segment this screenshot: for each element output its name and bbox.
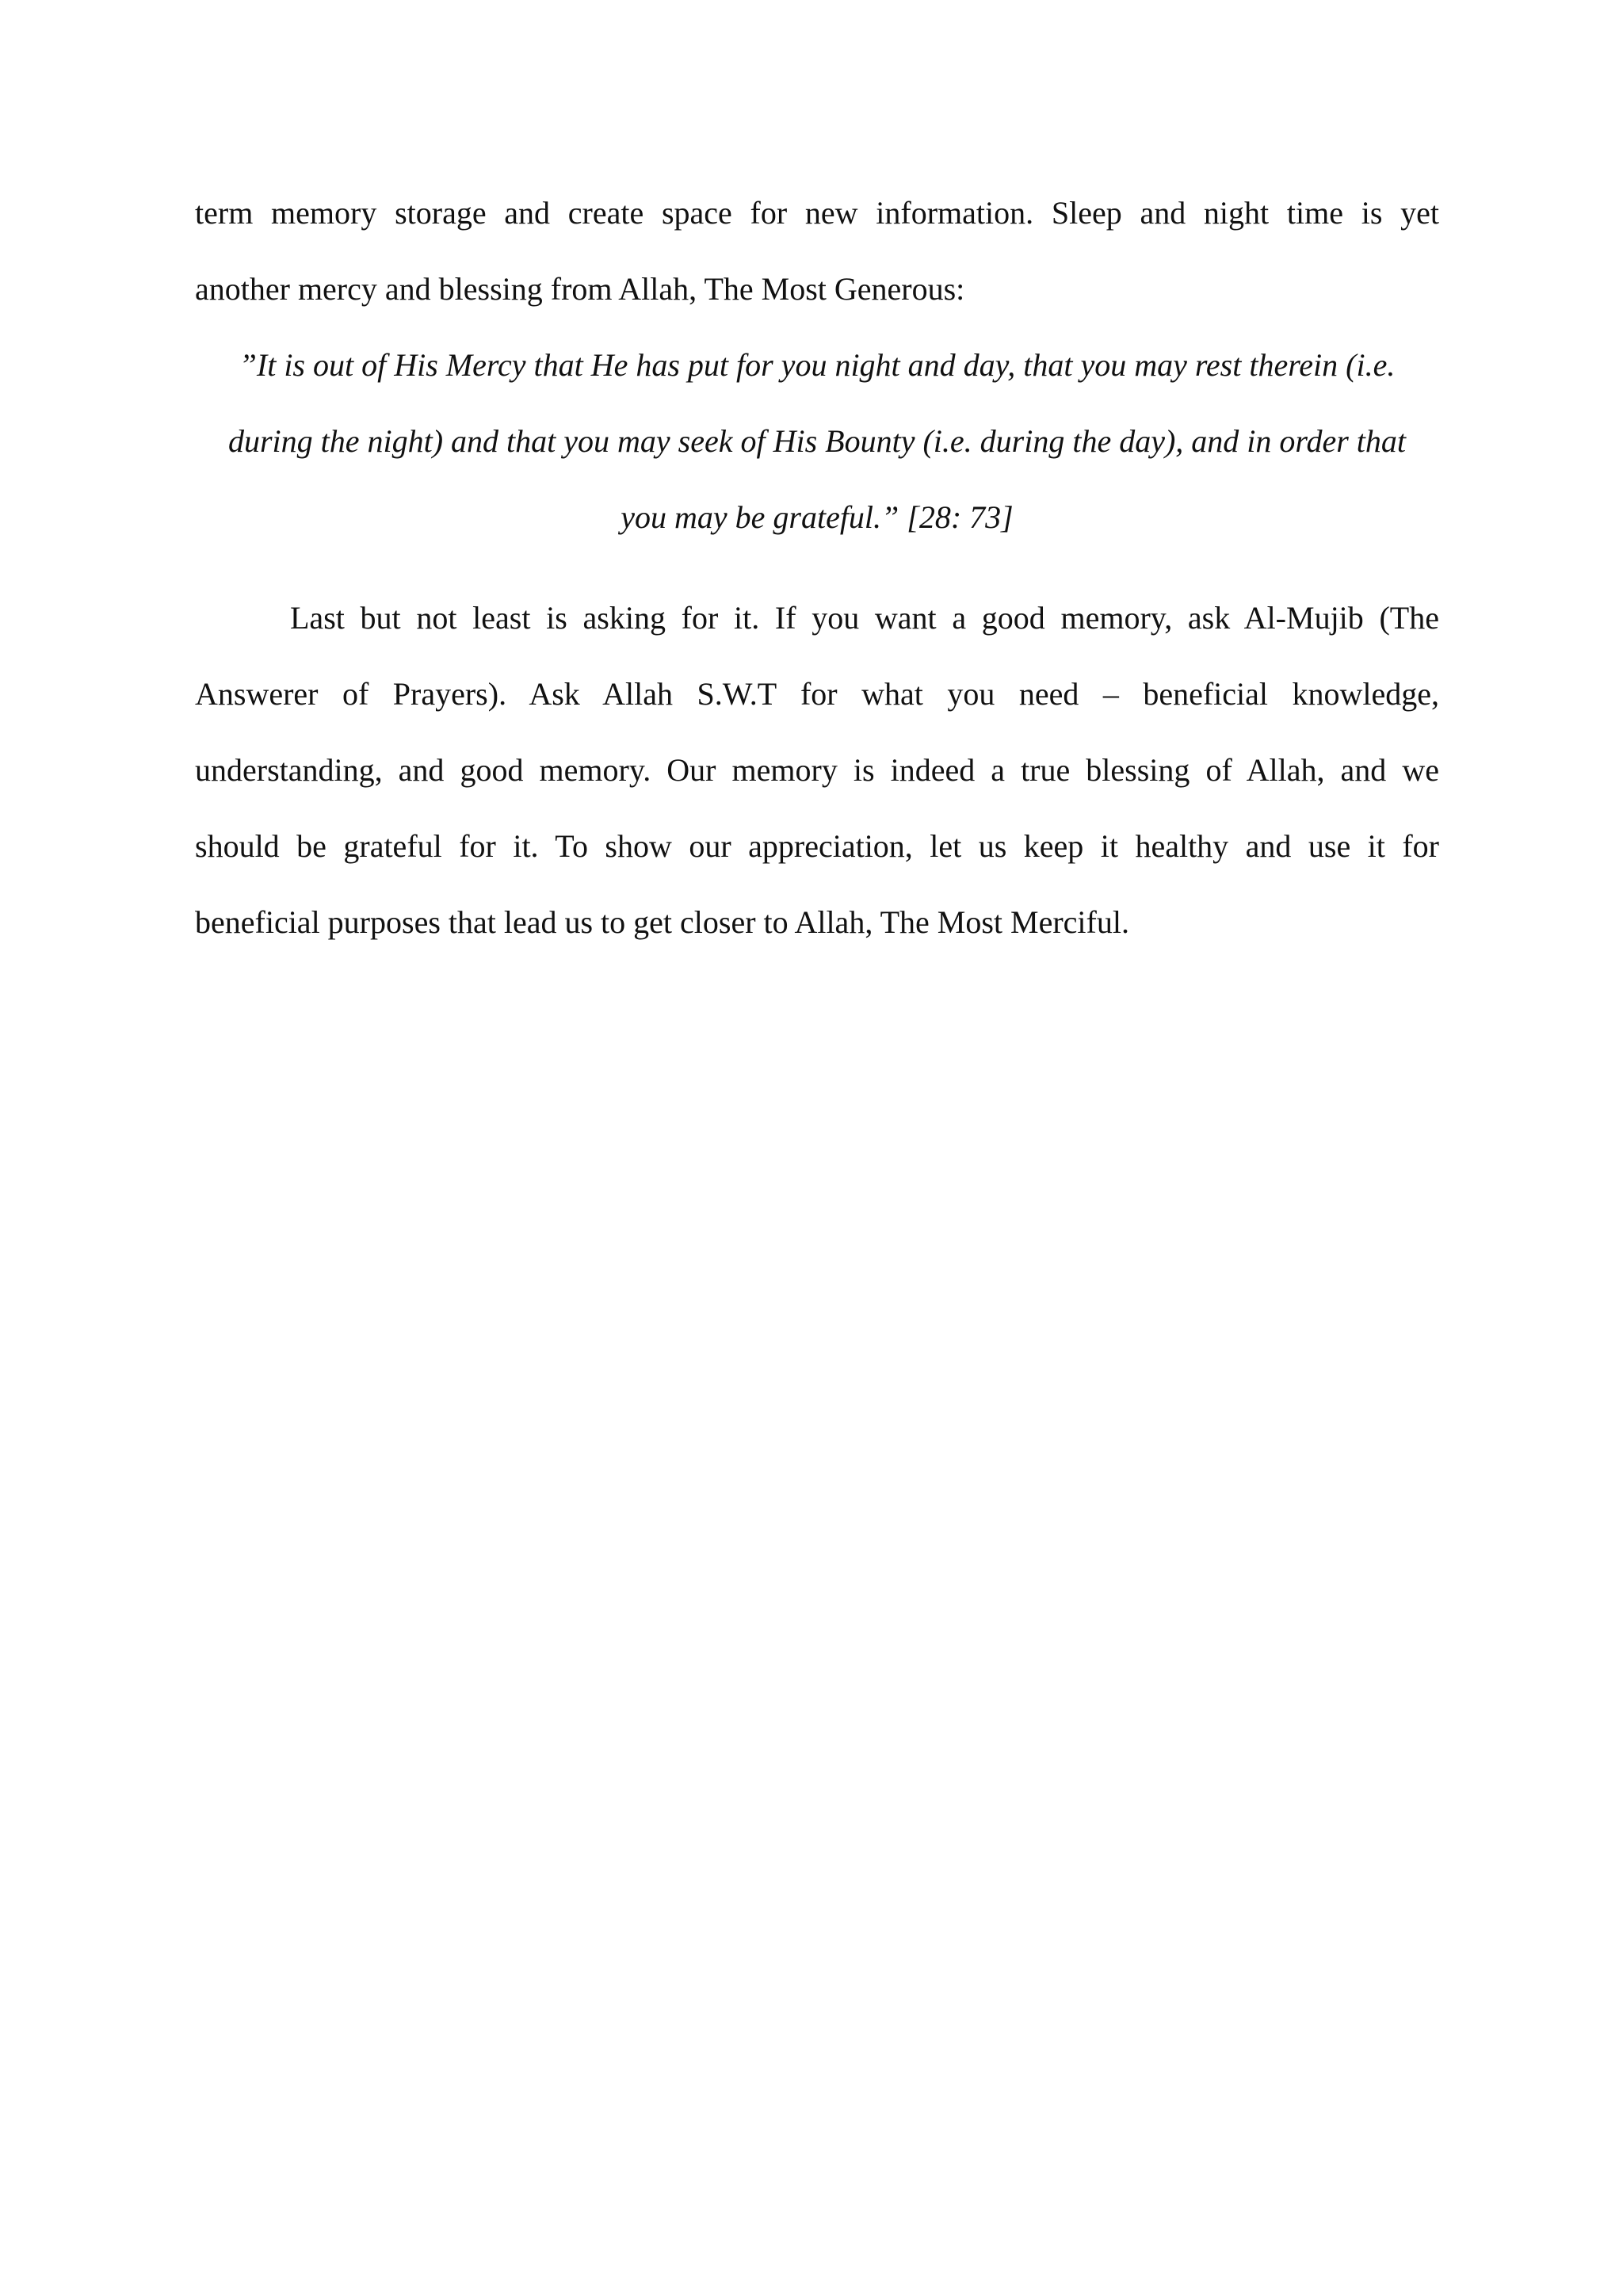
paragraph-line: understanding, and good memory. Our memory is indeed a true blessing of Allah, and we <box>195 752 1439 788</box>
quote-line: during the night) and that you may seek of His Bounty (i.e. during the day), and in order that <box>227 423 1407 459</box>
paragraph-line: another mercy and blessing from Allah, The Most Generous: <box>195 271 965 307</box>
quote-line: you may be grateful.” [28: 73] <box>621 499 1014 535</box>
quote-line: ”It is out of His Mercy that He has put for you night and day, that you may rest therein (i.e. <box>239 347 1396 383</box>
paragraph-line: Last but not least is asking for it. If you want a good memory, ask Al-Mujib (The <box>290 600 1439 636</box>
paragraph-line: Answerer of Prayers). Ask Allah S.W.T for what you need – beneficial knowledge, <box>195 676 1439 712</box>
paragraph-line: should be grateful for it. To show our appreciation, let us keep it healthy and use it for <box>195 828 1439 864</box>
paragraph-line: beneficial purposes that lead us to get closer to Allah, The Most Merciful. <box>195 904 1129 940</box>
paragraph-line: term memory storage and create space for new information. Sleep and night time is yet <box>195 195 1439 231</box>
